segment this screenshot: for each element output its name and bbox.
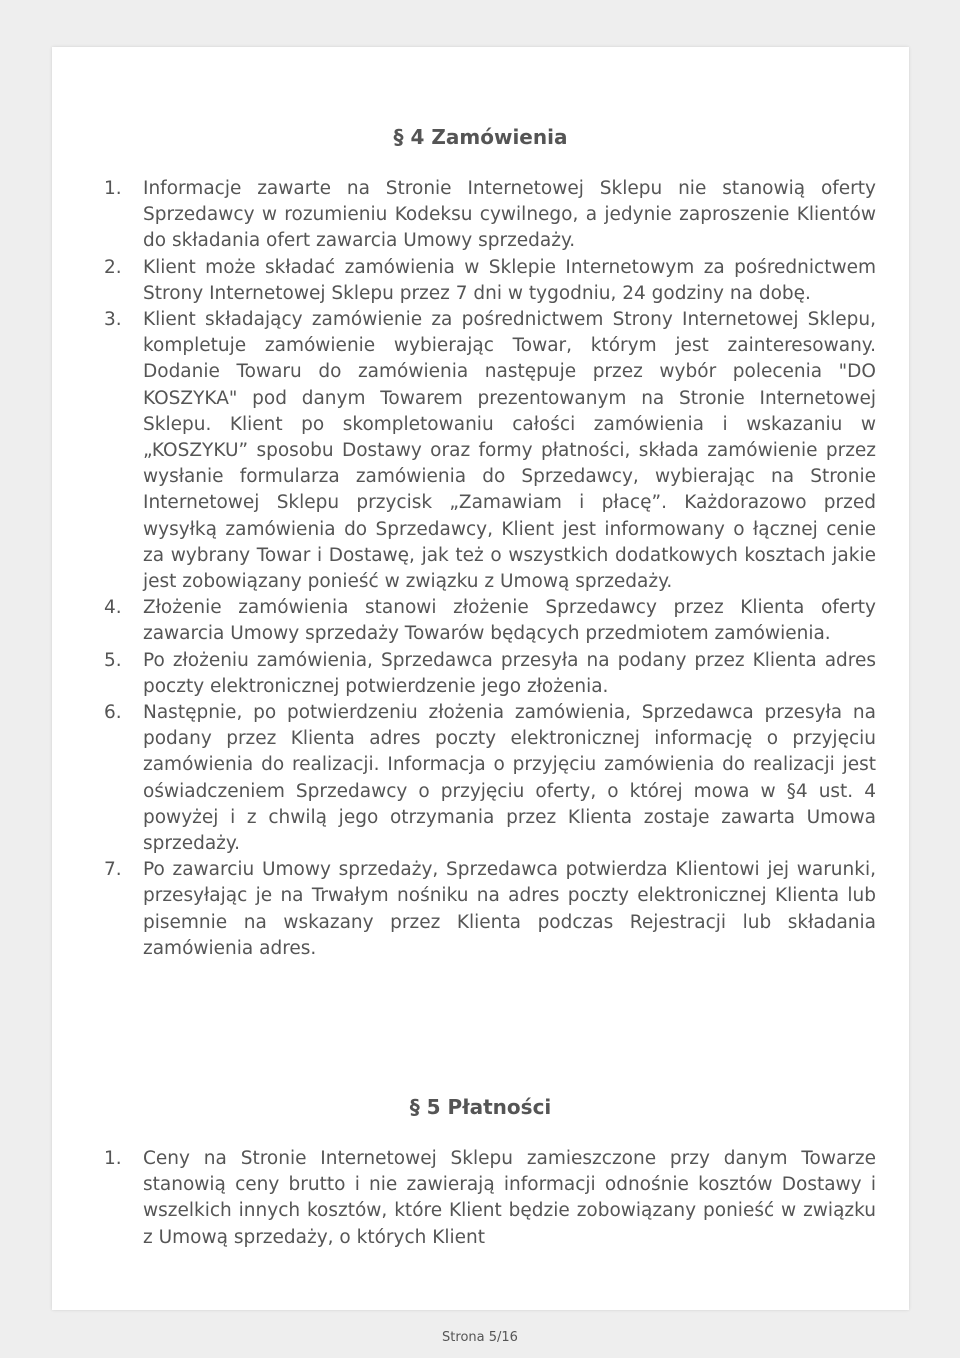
list-item-number: 7. bbox=[104, 859, 122, 881]
list-item-text: Po złożeniu zamówienia, Sprzedawca przesyła na podany przez Klienta adres poczty elektronicznej potwierdzenie jego złożenia. bbox=[143, 649, 876, 697]
list-item bbox=[52, 255, 876, 307]
list-item bbox=[52, 857, 876, 962]
list-item-number: 1. bbox=[104, 178, 122, 199]
list-item-number: 2. bbox=[104, 256, 122, 278]
section-zamowienia-list bbox=[52, 176, 909, 962]
list-item bbox=[52, 1146, 876, 1251]
list-item-number: 6. bbox=[104, 702, 122, 724]
section-heading-zamowienia: § 4 Zamówienia bbox=[393, 125, 568, 149]
list-item-text: Następnie, po potwierdzeniu złożenia zamówienia, Sprzedawca przesyła na podany przez Klienta adres poczty elektronicznej informację o przyjęciu zamówienia do realizacji. Informacja o przyjęciu zamówienia do realizacji jest oświadczeniem Sprzedawcy o przyjęciu oferty, o której mowa w §4 ust. 4 powyżej i z chwilą jego otrzymania przez Klienta zostaje zawarta Umowa sprzedaży. bbox=[143, 702, 876, 855]
list-item-number: 1. bbox=[104, 1148, 122, 1169]
page-number-footer: Strona 5/16 bbox=[442, 1330, 518, 1345]
list-item-text: Po zawarciu Umowy sprzedaży, Sprzedawca potwierdza Klientowi jej warunki, przesyłając je na Trwałym nośniku na adres poczty elektronicznej Klienta lub pisemnie na wskazany przez Klienta podczas Rejestracji lub składania zamówienia adres. bbox=[143, 859, 876, 959]
list-item-text: Klient może składać zamówienia w Sklepie Internetowym za pośrednictwem Strony Internetowej Sklepu przez 7 dni w tygodniu, 24 godziny na dobę. bbox=[143, 256, 876, 304]
section-platnosci-list bbox=[52, 1146, 909, 1251]
list-item bbox=[52, 176, 876, 255]
list-item-number: 4. bbox=[104, 597, 122, 619]
list-item-text: Złożenie zamówienia stanowi złożenie Sprzedawcy przez Klienta oferty zawarcia Umowy sprzedaży Towarów będących przedmiotem zamówienia. bbox=[143, 597, 876, 645]
section-heading-platnosci: § 5 Płatności bbox=[409, 1095, 552, 1119]
list-item bbox=[52, 595, 876, 647]
document-page bbox=[52, 47, 909, 1310]
list-item bbox=[52, 700, 876, 857]
list-item-number: 3. bbox=[104, 309, 122, 331]
list-item-number: 5. bbox=[104, 649, 122, 671]
list-item-text: Ceny na Stronie Internetowej Sklepu zamieszczone przy danym Towarze stanowią ceny brutto i nie zawierają informacji odnośnie kosztów Dostawy i wszelkich innych kosztów, które Klient będzie zobowiązany ponieść w związku z Umową sprzedaży, o których Klient bbox=[143, 1148, 876, 1248]
list-item-text: Klient składający zamówienie za pośrednictwem Strony Internetowej Sklepu, kompletuje zamówienie wybierając Towar, którym jest zainteresowany. Dodanie Towaru do zamówienia następuje przez wybór polecenia "DO KOSZYKA" pod danym Towarem prezentowanym na Stronie Internetowej Sklepu. Klient po skompletowaniu całości zamówienia i wskazaniu w „KOSZYKU” sposobu Dostawy oraz formy płatności, składa zamówienie przez wysłanie formularza zamówienia do Sprzedawcy, wybierając na Stronie Internetowej Sklepu przycisk „Zamawiam i płacę”. Każdorazowo przed wysyłką zamówienia do Sprzedawcy, Klient jest informowany o łącznej cenie za wybrany Towar i Dostawę, jak też o wszystkich dodatkowych kosztach jakie jest zobowiązany ponieść w związku z Umową sprzedaży. bbox=[143, 309, 876, 593]
list-item-text: Informacje zawarte na Stronie Internetowej Sklepu nie stanowią oferty Sprzedawcy w rozumieniu Kodeksu cywilnego, a jedynie zaproszenie Klientów do składania ofert zawarcia Umowy sprzedaży. bbox=[143, 178, 876, 252]
list-item bbox=[52, 307, 876, 595]
list-item bbox=[52, 648, 876, 700]
